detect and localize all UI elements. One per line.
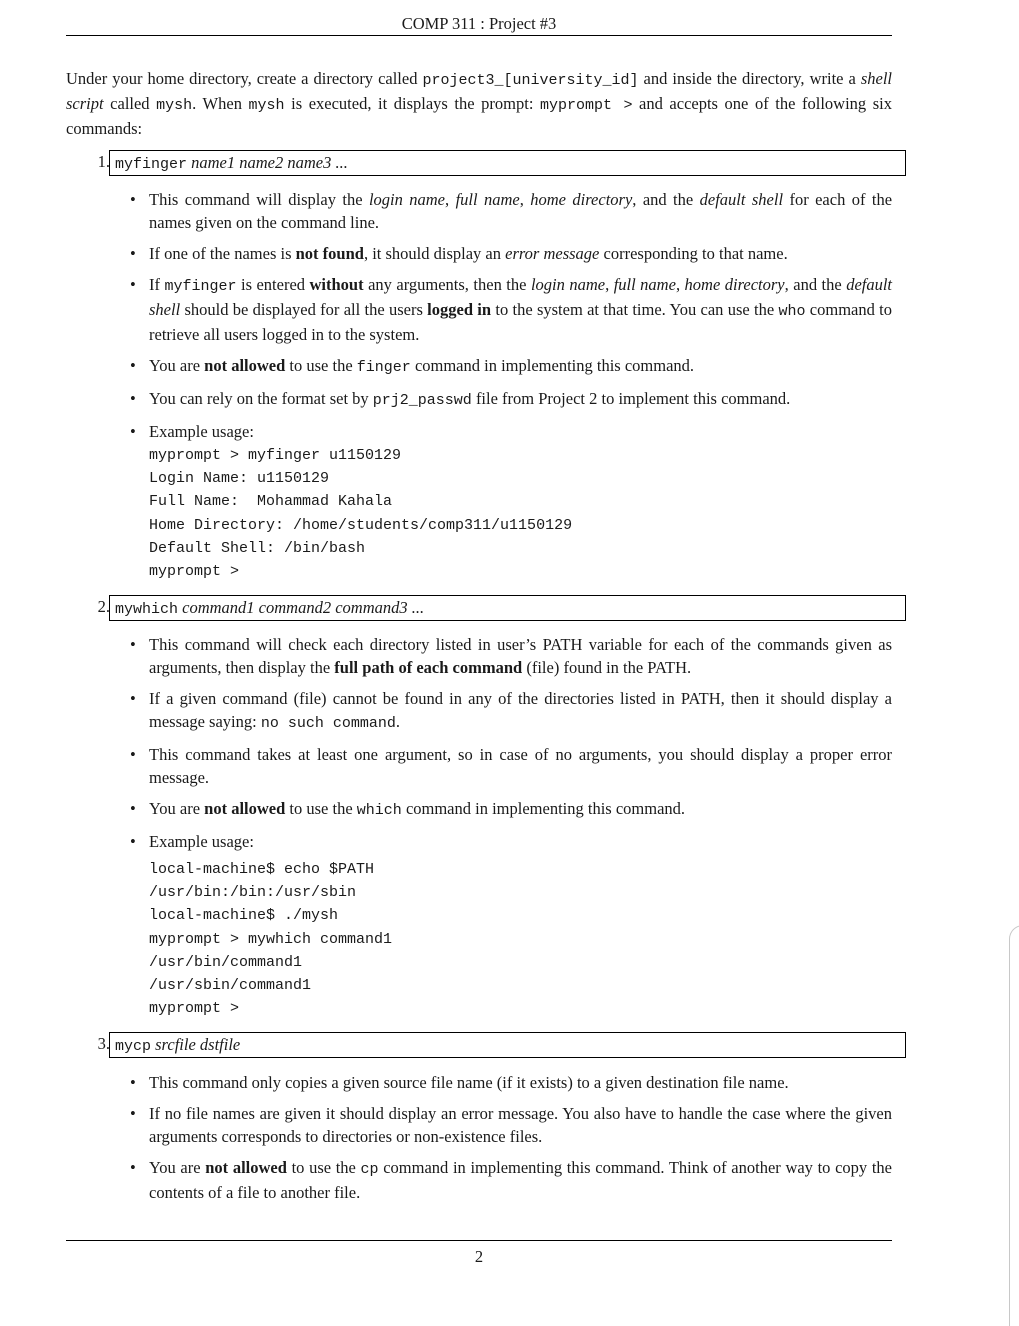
bullet-text: You can rely on the format set by [149, 389, 373, 408]
bullet-text: This command will check each directory listed in user’s PATH variable for each of the commands given as arguments, then display the [149, 635, 892, 677]
strong-text: not allowed [204, 799, 286, 818]
code-line: /usr/sbin/command1 [149, 977, 312, 995]
code-example-mywhich [149, 858, 392, 1020]
bullet-text: If [149, 275, 165, 294]
code-line: Default Shell: /bin/bash [149, 539, 366, 557]
bullet-text: to the system at that time. You can use the [491, 300, 779, 319]
command-args: srcfile dstfile [155, 1035, 241, 1054]
list-item: • If no file names are given it should display an error message. You also have to handle the case where the given arguments corresponds to directories or non-existence files. [130, 1104, 892, 1146]
emphasis: default shell [699, 190, 784, 209]
command-signature-box [109, 1032, 906, 1058]
code-line: Full Name: Mohammad Kahala [149, 493, 393, 511]
intro-text: is executed, it displays the prompt: [284, 94, 540, 113]
bullet-text: corresponding to that name. [599, 244, 788, 263]
bullet-text: , and the [632, 190, 700, 209]
bullet-text: to use the [285, 356, 357, 375]
list-item: • You are not allowed to use the finger command in implementing this command. [130, 356, 695, 376]
bullet-text: You are [149, 1158, 206, 1177]
inline-code: who [778, 303, 806, 320]
inline-code: no such command [260, 715, 396, 732]
list-item: • You are not allowed to use the cp command in implementing this command. Think of another way to copy the contents of a file to another file. [130, 1158, 892, 1202]
bullet-text: This command will display the [149, 190, 369, 209]
bullet-text: You are [149, 356, 205, 375]
bullet-text: , it should display an [363, 244, 506, 263]
bullet-text: If no file names are given it should display an error message. You also have to handle the case where the given arguments corresponds to directories or non-existence files. [149, 1104, 892, 1146]
inline-code: finger [356, 359, 411, 376]
bullet-text: command in implementing this command. [410, 356, 695, 375]
emphasis: full name [613, 275, 676, 294]
footer-rule [66, 1240, 892, 1241]
bullet-text: to use the [285, 799, 357, 818]
script-name: mysh [156, 97, 193, 114]
list-item: • If one of the names is not found, it should display an error message corresponding to that name. [130, 244, 788, 263]
strong-text: not allowed [205, 1158, 287, 1177]
bullet-text: to use the [286, 1158, 361, 1177]
list-item: • This command takes at least one argument, so in case of no arguments, you should display a proper error message. [130, 745, 892, 787]
code-line: myprompt > [149, 563, 240, 581]
list-item: • This command will check each directory listed in user’s PATH variable for each of the commands given as arguments, then display the full path of each command (file) found in the PATH. [130, 635, 892, 677]
code-line: Login Name: u1150129 [149, 470, 330, 488]
intro-text: and inside the directory, write a [638, 69, 861, 88]
mywhich-bullet-list [130, 633, 892, 861]
bullet-text: Example usage: [149, 832, 254, 851]
viewer-panel-edge[interactable] [1009, 925, 1019, 1326]
command-number: 2. [97, 597, 110, 616]
strong-text: not allowed [204, 356, 286, 375]
bullet-text: . [395, 712, 400, 731]
command-signature-box [109, 595, 906, 621]
command-signature-box [109, 150, 906, 176]
command-number: 3. [97, 1034, 110, 1053]
command-name: myfinger [115, 156, 188, 173]
list-item: • Example usage: [130, 832, 254, 851]
strong-text: logged in [427, 300, 492, 319]
bullet-text: , [519, 190, 531, 209]
script-name: mysh [248, 97, 285, 114]
inline-code: which [356, 802, 402, 819]
code-line: myprompt > myfinger u1150129 [149, 447, 402, 464]
page-number: 2 [474, 1247, 484, 1266]
mycp-bullet-list [130, 1071, 892, 1212]
bullet-text: Example usage: [149, 422, 254, 441]
code-line: Home Directory: /home/students/comp311/u1150129 [149, 516, 573, 534]
intro-text: called [103, 94, 157, 113]
code-line: myprompt > mywhich command1 [149, 930, 393, 948]
bullet-text: for each of the names given on the command line. [149, 190, 893, 232]
intro-text: and accepts one of the following six commands: [66, 94, 892, 138]
code-example-myfinger [149, 444, 572, 583]
bullet-text: This command only copies a given source file name (if it exists) to a given destination file name. [149, 1073, 789, 1092]
bullet-text: should be displayed for all the users [180, 300, 428, 319]
emphasis: home directory [684, 275, 785, 294]
code-line: myprompt > [149, 1000, 240, 1018]
bullet-text: You are [149, 799, 205, 818]
list-item: • You are not allowed to use the which command in implementing this command. [130, 799, 686, 819]
command-name: mycp [115, 1038, 152, 1055]
emphasis: default shell [149, 275, 893, 319]
bullet-text: command in implementing this command. [401, 799, 686, 818]
command-args: name1 name2 name3 ... [191, 153, 348, 172]
bullet-text: command to retrieve all users logged in to the system. [149, 300, 892, 344]
intro-text: Under your home directory, create a directory called [66, 69, 423, 88]
intro-text: . When [192, 94, 249, 113]
bullet-text: , [675, 275, 685, 294]
bullet-text: is entered [236, 275, 310, 294]
inline-code: prj2_passwd [372, 392, 472, 409]
bullet-text: (file) found in the PATH. [522, 658, 692, 677]
list-item: • Example usage: [130, 422, 254, 441]
bullet-text: , and the [784, 275, 847, 294]
emphasis: login name [368, 190, 446, 209]
code-line: /usr/bin:/bin:/usr/sbin [149, 884, 357, 902]
inline-code: myfinger [164, 278, 237, 295]
emphasis: full name [455, 190, 520, 209]
strong-text: not found [295, 244, 364, 263]
intro-paragraph [66, 67, 892, 140]
list-item: • This command only copies a given source file name (if it exists) to a given destination file name. [130, 1073, 789, 1092]
bullet-text: , [445, 190, 456, 209]
list-item: • If myfinger is entered without any arguments, then the login name, full name, home directory, and the default shell should be displayed for all the users logged in to the system at that time. You can use the who command to retrieve all users logged in to the system. [130, 275, 893, 344]
bullet-text: This command takes at least one argument, so in case of no arguments, you should display a proper error message. [149, 745, 892, 787]
list-item: • You can rely on the format set by prj2_passwd file from Project 2 to implement this command. [130, 389, 791, 409]
bullet-text: If one of the names is [149, 244, 296, 263]
header-rule [66, 35, 892, 36]
command-number: 1. [97, 152, 110, 171]
strong-text: full path of each command [334, 658, 523, 677]
command-args: command1 command2 command3 ... [182, 598, 425, 617]
bullet-text: If a given command (file) cannot be found in any of the directories listed in PATH, then it should display a message saying: [149, 689, 892, 731]
myfinger-bullet-list [130, 188, 892, 451]
emphasis: error message [505, 244, 600, 263]
page-header-title: COMP 311 : Project #3 [401, 14, 557, 33]
prompt-text: myprompt > [539, 97, 633, 114]
shell-script-term: shell script [66, 69, 892, 113]
inline-code: cp [360, 1161, 379, 1178]
bullet-text: any arguments, then the [363, 275, 531, 294]
list-item: • This command will display the login name, full name, home directory, and the default shell for each of the names given on the command line. [130, 190, 893, 232]
code-line: local-machine$ echo $PATH [149, 861, 375, 878]
bullet-text: file from Project 2 to implement this command. [471, 389, 791, 408]
emphasis: login name [530, 275, 606, 294]
list-item: • If a given command (file) cannot be found in any of the directories listed in PATH, then it should display a message saying: no such command. [130, 689, 892, 732]
emphasis: home directory [530, 190, 633, 209]
bullet-text: , [605, 275, 614, 294]
bullet-text: command in implementing this command. Think of another way to copy the contents of a file to another file. [149, 1158, 892, 1202]
command-name: mywhich [115, 601, 179, 618]
strong-text: without [309, 275, 364, 294]
code-line: /usr/bin/command1 [149, 953, 303, 971]
code-line: local-machine$ ./mysh [149, 907, 339, 925]
directory-name: project3_[university_id] [422, 72, 639, 89]
